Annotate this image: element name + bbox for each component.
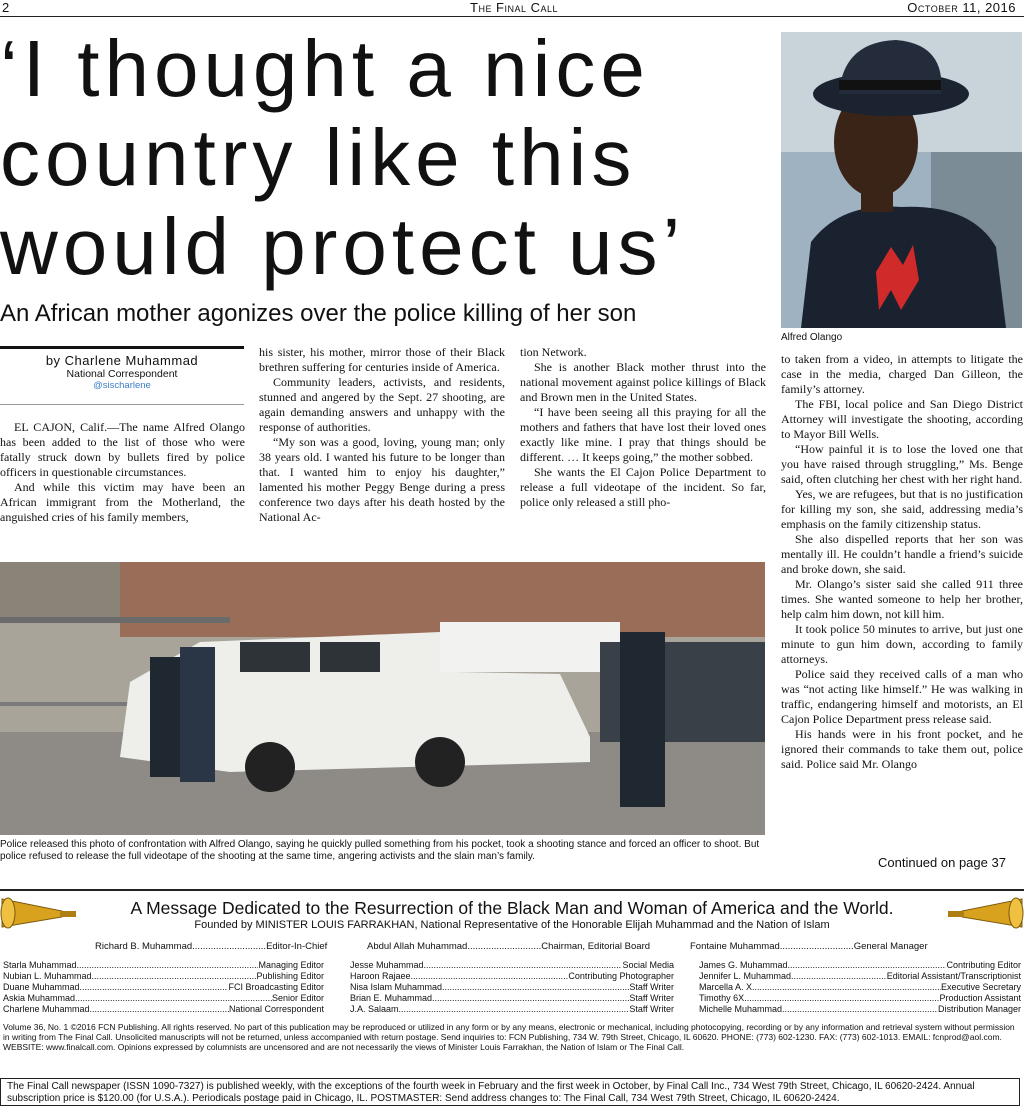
portrait-photo xyxy=(781,32,1022,328)
staff-row: Nubian L. Muhammad ..... Publishing Editor xyxy=(3,971,324,982)
postal-notice-box xyxy=(0,1078,1020,1106)
masthead-title: A Message Dedicated to the Resurrection of the Black Man and Woman of America and the World. xyxy=(130,898,894,918)
staff-row: Starla Muhammad ..... Managing Editor xyxy=(3,960,324,971)
article-paragraph: his sister, his mother, mirror those of their Black brethren suffering for centuries inside of America. xyxy=(259,345,505,374)
confrontation-caption: Police released this photo of confrontation with Alfred Olango, saying he quickly pulled something from his pocket, took a shooting stance and forced an officer to shoot. But police refused to release the full videotape of the shooting at the same time, angering activists and the slain man’s family. xyxy=(0,839,760,862)
byline-twitter-handle[interactable]: @sischarlene xyxy=(93,380,151,391)
portrait-photo-graphic xyxy=(781,32,1022,328)
article-paragraph: She also dispelled reports that her son was mentally ill. He couldn’t handle a friend’s suicide and broke down, she said. xyxy=(781,532,1023,576)
staff-name: Fontaine Muhammad xyxy=(690,941,780,952)
article-paragraph: It took police 50 minutes to arrive, but just one minute to gun him down, according to family attorneys. xyxy=(781,622,1023,666)
subheadline: An African mother agonizes over the police killing of her son xyxy=(0,300,637,327)
staff-role: General Manager xyxy=(853,941,928,952)
article-column-2 xyxy=(259,345,505,525)
headline-line: ‘I thought a nice xyxy=(0,24,650,113)
portrait-caption: Alfred Olango xyxy=(781,332,843,343)
staff-row: Charlene Muhammad ..... National Correspondent xyxy=(3,1004,324,1015)
article-column-1 xyxy=(0,420,245,525)
staff-row: James G. Muhammad ..... Contributing Editor xyxy=(699,960,1021,971)
article-paragraph: Police said they received calls of a man who was “not acting like himself.” He was walking in traffic, endangering himself and motorists, an El Cajon Police Department press release said. xyxy=(781,667,1023,726)
byline-divider xyxy=(0,404,244,405)
article-paragraph: “How painful it is to lose the loved one that you have raised through struggling,” Ms. Benge said, often clutching her chest with her right hand. xyxy=(781,442,1023,486)
confrontation-photo-graphic xyxy=(0,562,765,835)
byline xyxy=(0,353,244,391)
paper-name: The Final Call xyxy=(470,0,559,15)
staff-name: Abdul Allah Muhammad xyxy=(367,941,468,952)
article-paragraph: Yes, we are refugees, but that is no justification for killing my son, she said, addressing media’s emphasis on the family citizenship status. xyxy=(781,487,1023,531)
headline-line: country like this xyxy=(0,113,637,202)
page-number: 2 xyxy=(2,0,10,15)
byline-role: National Correspondent xyxy=(66,368,178,380)
staff-column-3 xyxy=(699,960,1021,1015)
legal-notice: Volume 36, No. 1 ©2016 FCN Publishing. All rights reserved. No part of this publication may be reproduced or utilized in any form or by any means, electronic or mechanical, including photocopying, recording or by any information and retrieval system without permission in writing from The Final Call. Unsolicited manuscripts will not be returned, unless accompanied with return postage. Send inquiries to: FCN Publishing, 734 W. 79th Street, Chicago, IL 60620. PHONE: (773) 602-1230. FAX: (773) 602-1013. EMAIL: fcnprod@aol.com. WEBSITE: www.finalcall.com. Opinions expressed by columnists are uncensored and are not necessarily the views of Minister Louis Farrakhan, the Nation of Islam or The Final Call. xyxy=(3,1022,1015,1052)
staff-column-2 xyxy=(350,960,674,1015)
staff-row: Jennifer L. Muhammad ..... Editorial Assistant/Transcriptionist xyxy=(699,971,1021,982)
article-paragraph: Mr. Olango’s sister said she called 911 three times. She wanted someone to help her brother, help calm him down, not kill him. xyxy=(781,577,1023,621)
staff-top-entry: Abdul Allah Muhammad............................Chairman, Editorial Board xyxy=(367,941,651,952)
staff-row: Timothy 6X ..... Production Assistant xyxy=(699,993,1021,1004)
running-head xyxy=(0,0,1024,17)
article-paragraph: to taken from a video, in attempts to litigate the case in the media, charged Dan Gilleon, the family’s attorney. xyxy=(781,352,1023,396)
article-paragraph: Community leaders, activists, and residents, stunned and angered by the Sept. 27 shooting, are again demanding answers and unhappy with the response of authorities. xyxy=(259,375,505,434)
headline-line: would protect us’ xyxy=(0,202,686,291)
staff-name: Richard B. Muhammad xyxy=(95,941,193,952)
headline xyxy=(0,24,780,291)
article-paragraph: “I have been seeing all this praying for all the mothers and fathers that have lost their loved ones exactly like mine. I pray that things should be different. … It keeps going,” the mother sobbed. xyxy=(520,405,766,464)
staff-row: J.A. Salaam ..... Staff Writer xyxy=(350,1004,674,1015)
article-paragraph: She wants the El Cajon Police Department to release a full videotape of the incident. So far, police only released a still pho- xyxy=(520,465,766,509)
staff-role: Editor-In-Chief xyxy=(266,941,328,952)
article-paragraph: The FBI, local police and San Diego District Attorney will investigate the shooting, according to Mayor Bill Wells. xyxy=(781,397,1023,441)
article-paragraph: She is another Black mother thrust into the national movement against police killings of Black and Brown men in the United States. xyxy=(520,360,766,404)
staff-column-1 xyxy=(3,960,324,1015)
staff-top-entry: Fontaine Muhammad............................General Manager xyxy=(690,941,928,952)
staff-role: Chairman, Editorial Board xyxy=(541,941,651,952)
confrontation-photo xyxy=(0,562,765,835)
staff-top-entry: Richard B. Muhammad............................Editor-In-Chief xyxy=(95,941,328,952)
article-paragraph: And while this victim may have been an African immigrant from the Motherland, the anguished cries of his family members, xyxy=(0,480,245,524)
byline-author: by Charlene Muhammad xyxy=(45,353,199,368)
masthead-subtitle: Founded by MINISTER LOUIS FARRAKHAN, National Representative of the Honorable Elijah Muhammad and the Nation of Islam xyxy=(194,919,830,931)
masthead-rule xyxy=(0,889,1024,891)
staff-row: Jesse Muhammad ..... Social Media xyxy=(350,960,674,971)
issue-date: October 11, 2016 xyxy=(907,0,1016,15)
article-paragraph: “My son was a good, loving, young man; only 38 years old. I wanted his future to be longer than that. I wanted him to enjoy his daughter,” lamented his mother Peggy Benge during a press conference two days after his death hosted by the National Ac- xyxy=(259,435,505,524)
article-paragraph: His hands were in his front pocket, and he ignored their commands to take them out, police said. Police said Mr. Olango xyxy=(781,727,1023,771)
continued-on-link[interactable]: Continued on page 37 xyxy=(878,855,1006,870)
staff-row: Nisa Islam Muhammad ..... Staff Writer xyxy=(350,982,674,993)
staff-row: Marcella A. X. ..... Executive Secretary xyxy=(699,982,1021,993)
staff-row: Brian E. Muhammad ..... Staff Writer xyxy=(350,993,674,1004)
postal-notice: The Final Call newspaper (ISSN 1090-7327) is published weekly, with the exceptions of the fourth week in February and the first week in October, by Final Call Inc., 734 West 79th Street, Chicago, IL 60620-2424. Annual subscription price is $120.00 (for U.S.A.). Periodicals postage paid in Chicago, IL. POSTMASTER: Send address changes to: The Final Call, 734 West 79th Street, Chicago, IL 60620-2424. xyxy=(7,1081,975,1104)
article-column-3 xyxy=(520,345,766,510)
article-column-4 xyxy=(781,352,1023,772)
staff-row: Haroon Rajaee ..... Contributing Photographer xyxy=(350,971,674,982)
staff-row: Askia Muhammad ..... Senior Editor xyxy=(3,993,324,1004)
byline-rule xyxy=(0,346,244,349)
article-paragraph: tion Network. xyxy=(520,345,587,359)
staff-row: Michelle Muhammad ..... Distribution Manager xyxy=(699,1004,1021,1015)
staff-row: Duane Muhammad ..... FCI Broadcasting Editor xyxy=(3,982,324,993)
article-paragraph: EL CAJON, Calif.—The name Alfred Olango has been added to the list of those who were fatally struck down by bullets fired by police officers in questionable circumstances. xyxy=(0,420,245,479)
